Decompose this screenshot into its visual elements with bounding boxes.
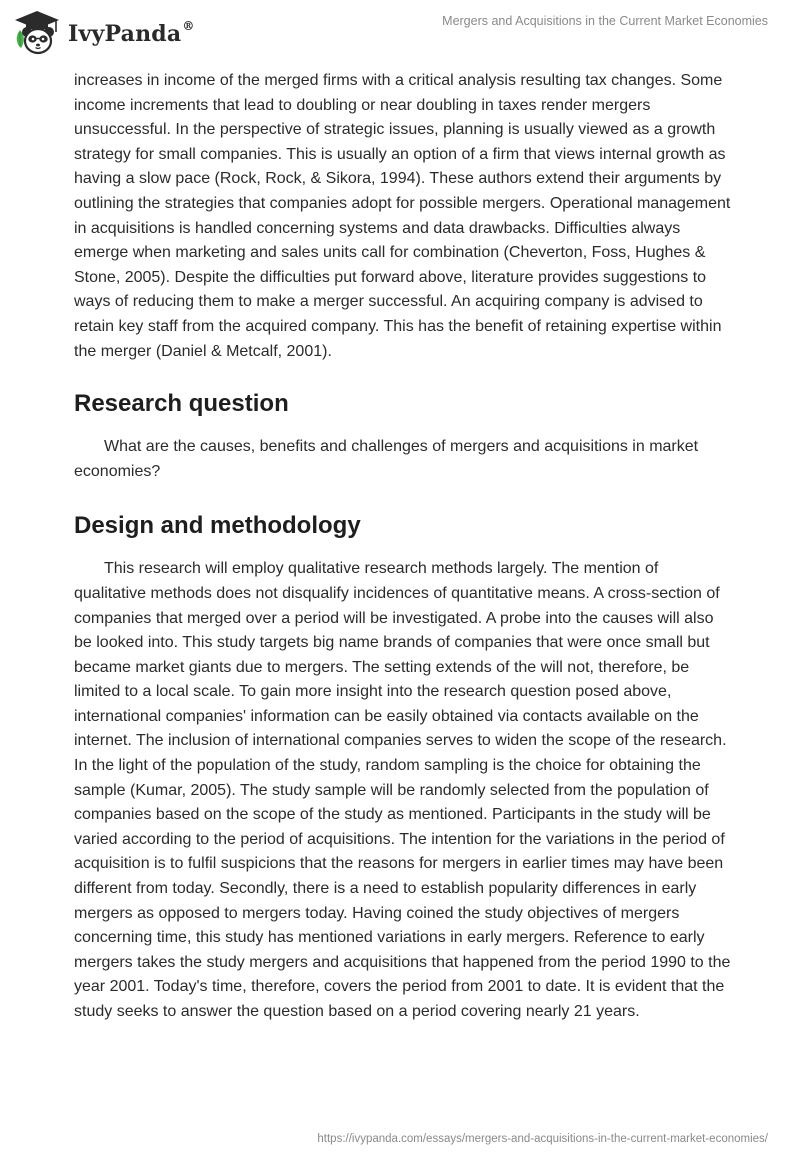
source-url-link[interactable]: https://ivypanda.com/essays/mergers-and-acquisitions-in-the-current-market-economies/ <box>317 1133 768 1145</box>
paragraph-design-methodology: This research will employ qualitative research methods largely. The mention of qualitative methods does not disqualify incidences of quantitative means. A cross-section of companies that merged over a period will be investigated. A probe into the causes will also be looked into. This study targets big name brands of companies that were once small but became market giants due to mergers. The setting extends of the will not, therefore, be limited to a local scale. To gain more insight into the research question posed above, international companies' information can be easily obtained via contacts available on the internet. The inclusion of international companies serves to widen the scope of the research. In the light of the population of the study, random sampling is the choice for obtaining the sample (Kumar, 2005). The study sample will be randomly selected from the population of companies based on the scope of the study as mentioned. Participants in the study will be varied according to the period of acquisitions. The intention for the variations in the period of acquisition is to fulfil suspicions that the reasons for mergers in earlier times may have been different from today. Secondly, there is a need to establish popularity differences in early mergers as opposed to mergers today. Having coined the study objectives of mergers concerning time, this study has mentioned variations in early mergers. Reference to early mergers takes the study mergers and acquisitions that happened from the period 1990 to the year 2001. Today's time, therefore, covers the period from 2001 to date. It is evident that the study seeks to answer the question based on a period covering nearly 21 years. <box>74 560 731 1020</box>
brand-text: IvyPanda <box>68 21 182 47</box>
page-header <box>0 0 800 70</box>
registered-mark: ® <box>182 18 195 33</box>
paragraph-research-question: What are the causes, benefits and challenges of mergers and acquisitions in market economies? <box>74 438 699 480</box>
heading-research-question: Research question <box>74 390 289 418</box>
brand-name <box>68 18 195 47</box>
paragraph-intro-continued: increases in income of the merged firms with a critical analysis resulting tax changes. Some income increments that lead to doubling or near doubling in taxes render mergers unsuccessful. In the perspective of strategic issues, planning is usually viewed as a growth strategy for small companies. This is usually an option of a firm that views internal growth as having a slow pace (Rock, Rock, & Sikora, 1994). These authors extend their arguments by outlining the strategies that companies adopt for possible mergers. Operational management in acquisitions is handled concerning systems and data drawbacks. Difficulties always emerge when marketing and sales units call for combination (Cheverton, Foss, Hughes & Stone, 2005). Despite the difficulties put forward above, literature provides suggestions to ways of reducing them to make a merger successful. An acquiring company is advised to retain key staff from the acquired company. This has the benefit of retaining expertise within the merger (Daniel & Metcalf, 2001). <box>74 72 731 360</box>
heading-design-methodology: Design and methodology <box>74 512 361 540</box>
panda-graduation-icon <box>12 8 62 58</box>
essay-body <box>74 69 734 1025</box>
document-title: Mergers and Acquisitions in the Current Market Economies <box>442 14 768 28</box>
brand-logo[interactable] <box>12 8 195 58</box>
